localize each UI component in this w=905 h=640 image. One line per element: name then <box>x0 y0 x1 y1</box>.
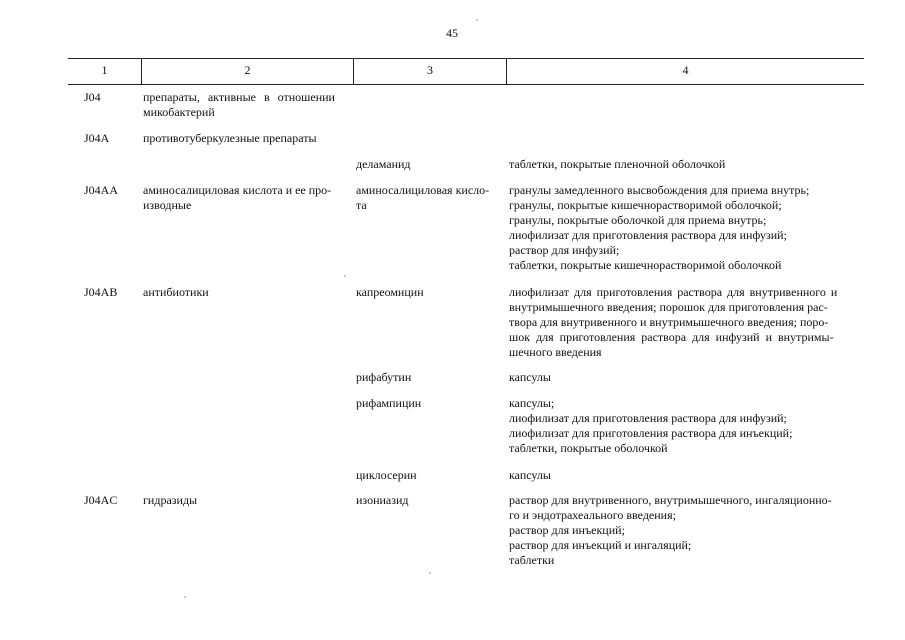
page-number: 45 <box>446 26 458 40</box>
row-j04aa-form-line: лиофилизат для приготовления раствора для инфузий; <box>509 228 787 242</box>
column-header-1: 1 <box>101 63 108 77</box>
row-j04aa-form-line: гранулы замедленного высвобождения для приема внутрь; <box>509 183 810 197</box>
row-j04ab-form-line: твора для внутривенного и внутримышечного введения; поро- <box>509 315 829 329</box>
row-j04ac-form-line: раствор для внутривенного, внутримышечного, ингаляционно- <box>509 493 832 507</box>
row-j04ab-form-line: шечного введения <box>509 345 602 359</box>
row-cycloserine-drug: циклосерин <box>356 468 417 482</box>
row-rifabutin-drug: рифабутин <box>356 370 412 384</box>
row-j04aa-form <box>509 183 859 273</box>
row-j04aa-code: J04AA <box>84 183 119 197</box>
row-j04aa-form-line: таблетки, покрытые кишечнорастворимой оболочкой <box>509 258 782 272</box>
row-j04ab-form <box>509 285 859 360</box>
row-rifampicin-form-line: лиофилизат для приготовления раствора для инъекций; <box>509 426 793 440</box>
row-delamanid-drug: деламанид <box>356 157 411 171</box>
row-j04ac-drug: изониазид <box>356 493 409 507</box>
row-j04aa-form-line: раствор для инфузий; <box>509 243 620 257</box>
row-rifampicin-form-line: лиофилизат для приготовления раствора для инфузий; <box>509 411 787 425</box>
column-header-2: 2 <box>244 63 251 77</box>
row-j04ac-form-line: таблетки <box>509 553 555 567</box>
row-j04ab-form-line: лиофилизат для приготовления раствора для внутривенного и <box>509 285 838 299</box>
scan-speck <box>184 596 186 598</box>
column-header-4: 4 <box>682 63 689 77</box>
column-header-3: 3 <box>427 63 433 77</box>
row-j04aa-form-line: гранулы, покрытые оболочкой для приема внутрь; <box>509 213 767 227</box>
row-j04aa-name <box>143 183 353 213</box>
row-j04a-code: J04A <box>84 131 110 145</box>
row-j04-code: J04 <box>84 90 101 104</box>
header-bottom-rule <box>68 84 864 85</box>
row-rifampicin-form-line: капсулы; <box>509 396 555 410</box>
row-j04aa-form-line: гранулы, покрытые кишечнорастворимой оболочкой; <box>509 198 782 212</box>
row-rifabutin-form: капсулы <box>509 370 551 384</box>
row-j04ab-form-line: шок для приготовления раствора для инфузий и внутримы- <box>509 330 834 344</box>
row-j04ac-code: J04AC <box>84 493 118 507</box>
row-rifampicin-form-line: таблетки, покрытые оболочкой <box>509 441 668 455</box>
row-j04aa-drug-line: та <box>356 198 367 212</box>
scan-speck <box>429 572 431 574</box>
row-rifampicin-form <box>509 396 859 456</box>
row-j04aa-drug <box>356 183 504 213</box>
scan-speck <box>476 19 478 21</box>
row-j04aa-name-line: изводные <box>143 198 192 212</box>
row-j04ab-name: антибиотики <box>143 285 209 299</box>
row-j04ac-form <box>509 493 859 568</box>
row-j04ac-form-line: раствор для инъекций и ингаляций; <box>509 538 692 552</box>
row-rifampicin-drug: рифампицин <box>356 396 422 410</box>
row-j04ac-form-line: го и эндотрахеального введения; <box>509 508 676 522</box>
row-j04aa-name-line: аминосалициловая кислота и ее про- <box>143 183 332 197</box>
row-j04a-name: противотуберкулезные препараты <box>143 131 317 145</box>
row-j04ab-form-line: внутримышечного введения; порошок для приготовления рас- <box>509 300 828 314</box>
row-cycloserine-form: капсулы <box>509 468 551 482</box>
row-j04ab-code: J04AB <box>84 285 118 299</box>
row-j04-name <box>143 90 353 120</box>
row-delamanid-form: таблетки, покрытые пленочной оболочкой <box>509 157 726 171</box>
row-j04ac-name: гидразиды <box>143 493 198 507</box>
row-j04-name-line: микобактерий <box>143 105 215 119</box>
row-j04ac-form-line: раствор для инъекций; <box>509 523 625 537</box>
header-top-rule <box>68 58 864 59</box>
row-j04aa-drug-line: аминосалициловая кисло- <box>356 183 490 197</box>
row-j04-name-line: препараты, активные в отношении <box>143 90 335 104</box>
row-j04ab-drug: капреомицин <box>356 285 424 299</box>
scan-speck <box>344 275 346 277</box>
